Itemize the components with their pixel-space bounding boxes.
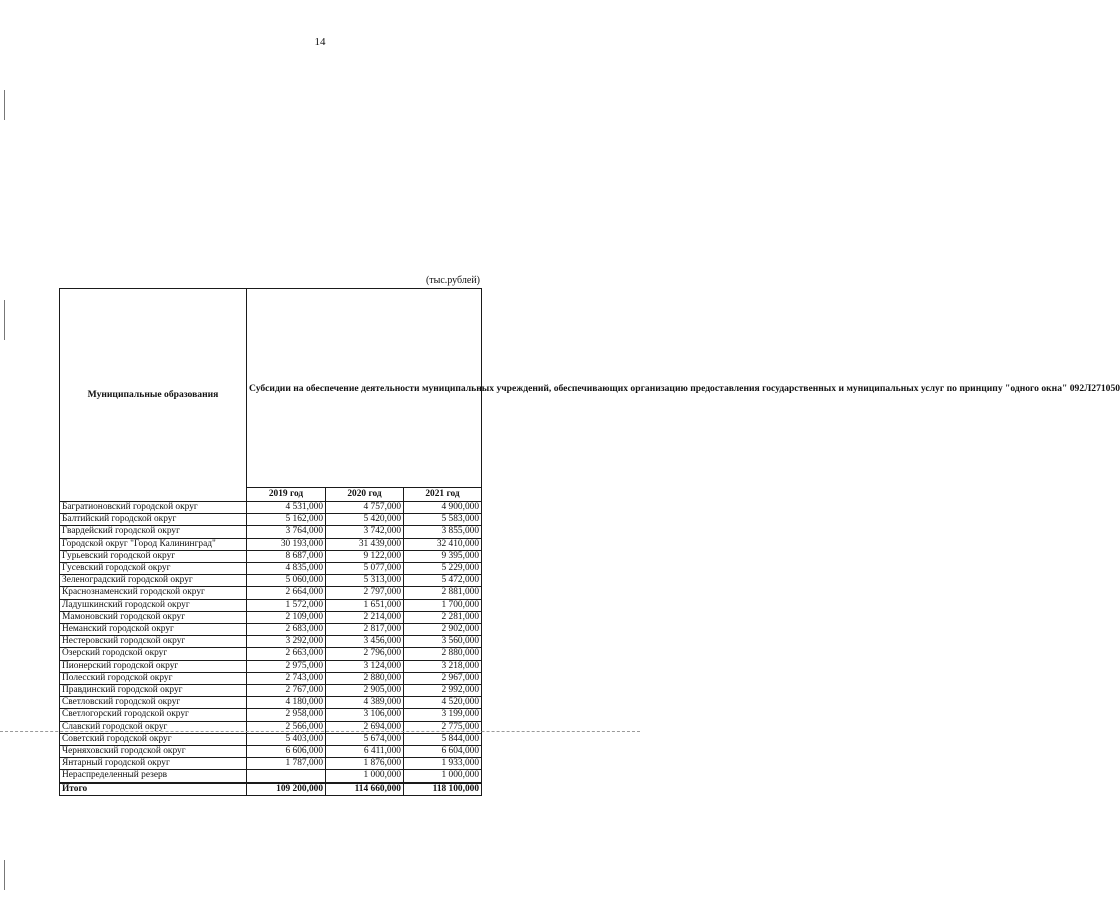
- municipality-name: Гвардейский городской округ: [60, 526, 247, 538]
- municipality-name: Полесский городской округ: [60, 672, 247, 684]
- value-2021: 2 281,000: [404, 611, 482, 623]
- value-2020: 1 651,000: [326, 599, 404, 611]
- value-2020: 3 742,000: [326, 526, 404, 538]
- table-row: [60, 758, 482, 770]
- value-2020: 1 876,000: [326, 758, 404, 770]
- value-2021: 3 560,000: [404, 636, 482, 648]
- value-2019: 5 162,000: [247, 514, 326, 526]
- value-2019: 1 787,000: [247, 758, 326, 770]
- municipality-name: Янтарный городской округ: [60, 758, 247, 770]
- value-2021: 4 900,000: [404, 502, 482, 514]
- table-row: [60, 648, 482, 660]
- municipality-name: Мамоновский городской округ: [60, 611, 247, 623]
- value-2021: 1 000,000: [404, 770, 482, 783]
- value-2021: 3 199,000: [404, 709, 482, 721]
- table-row: [60, 746, 482, 758]
- municipality-name: Черняховский городской округ: [60, 746, 247, 758]
- value-2021: 5 472,000: [404, 575, 482, 587]
- value-2020: 2 817,000: [326, 624, 404, 636]
- value-2020: 5 674,000: [326, 733, 404, 745]
- value-2019: 1 572,000: [247, 599, 326, 611]
- value-2019: 6 606,000: [247, 746, 326, 758]
- value-2019: 4 531,000: [247, 502, 326, 514]
- table-row: [60, 733, 482, 745]
- municipality-name: Светловский городской округ: [60, 697, 247, 709]
- municipality-name: Неманский городской округ: [60, 624, 247, 636]
- value-2021: 9 395,000: [404, 550, 482, 562]
- value-2021: 2 902,000: [404, 624, 482, 636]
- value-2020: 5 420,000: [326, 514, 404, 526]
- municipality-name: Пионерский городской округ: [60, 660, 247, 672]
- table-row: [60, 587, 482, 599]
- value-2019: 2 663,000: [247, 648, 326, 660]
- scan-divider-line: [0, 731, 640, 732]
- subsidies-table: [59, 288, 1120, 796]
- value-2020: 31 439,000: [326, 538, 404, 550]
- municipality-name: Краснознаменский городской округ: [60, 587, 247, 599]
- margin-mark: [4, 90, 5, 120]
- value-2021: 1 700,000: [404, 599, 482, 611]
- value-2020: 3 106,000: [326, 709, 404, 721]
- value-2019: 2 975,000: [247, 660, 326, 672]
- municipality-column-header: Муниципальные образования: [60, 289, 247, 502]
- table-row: [60, 526, 482, 538]
- value-2019: 30 193,000: [247, 538, 326, 550]
- value-2020: 2 796,000: [326, 648, 404, 660]
- table-row: [60, 611, 482, 623]
- table-row: [60, 563, 482, 575]
- table-row: [60, 770, 482, 783]
- table-row: [60, 660, 482, 672]
- table-row: [60, 575, 482, 587]
- table-header-row: [60, 289, 482, 488]
- municipality-name: Балтийский городской округ: [60, 514, 247, 526]
- municipality-name: Озерский городской округ: [60, 648, 247, 660]
- value-2019: 8 687,000: [247, 550, 326, 562]
- units-label: (тыс.рублей): [425, 275, 480, 286]
- value-2019: 5 060,000: [247, 575, 326, 587]
- value-2021: 32 410,000: [404, 538, 482, 550]
- value-2019: 2 566,000: [247, 721, 326, 733]
- value-2020: 2 797,000: [326, 587, 404, 599]
- table-row: [60, 538, 482, 550]
- value-2020: 2 694,000: [326, 721, 404, 733]
- value-2019: 4 180,000: [247, 697, 326, 709]
- value-2020: 2 214,000: [326, 611, 404, 623]
- value-2019: 2 958,000: [247, 709, 326, 721]
- value-2020: 9 122,000: [326, 550, 404, 562]
- municipality-name: Багратионовский городской округ: [60, 502, 247, 514]
- value-2021: 2 880,000: [404, 648, 482, 660]
- table-row: [60, 636, 482, 648]
- value-2020: 5 313,000: [326, 575, 404, 587]
- municipality-name: Советский городской округ: [60, 733, 247, 745]
- table-row: [60, 709, 482, 721]
- year-header-2020: 2020 год: [326, 488, 404, 502]
- value-2019: 4 835,000: [247, 563, 326, 575]
- year-header-2019: 2019 год: [247, 488, 326, 502]
- table-row: [60, 502, 482, 514]
- page-number: 14: [314, 36, 326, 48]
- table-row: [60, 685, 482, 697]
- municipality-name: Славский городской округ: [60, 721, 247, 733]
- value-2021: 4 520,000: [404, 697, 482, 709]
- value-2021: 6 604,000: [404, 746, 482, 758]
- value-2019: 2 767,000: [247, 685, 326, 697]
- value-2019: 2 109,000: [247, 611, 326, 623]
- municipality-name: Правдинский городской округ: [60, 685, 247, 697]
- value-2021: 3 218,000: [404, 660, 482, 672]
- total-2020: 114 660,000: [326, 783, 404, 796]
- value-2019: 2 743,000: [247, 672, 326, 684]
- municipality-name: Нестеровский городской округ: [60, 636, 247, 648]
- value-2019: 2 683,000: [247, 624, 326, 636]
- table-row: [60, 514, 482, 526]
- municipality-name: Зеленоградский городской округ: [60, 575, 247, 587]
- value-2020: 3 124,000: [326, 660, 404, 672]
- value-2021: 5 844,000: [404, 733, 482, 745]
- value-2021: 2 967,000: [404, 672, 482, 684]
- value-2020: 4 389,000: [326, 697, 404, 709]
- subsidy-column-header: Субсидии на обеспечение деятельности муниципальных учреждений, обеспечивающих организацию предоставления государственных и муниципальных услуг по принципу "одного окна" 092Л271050: [247, 289, 482, 488]
- value-2021: 2 881,000: [404, 587, 482, 599]
- municipality-name: Гусевский городской округ: [60, 563, 247, 575]
- value-2021: 3 855,000: [404, 526, 482, 538]
- year-header-2021: 2021 год: [404, 488, 482, 502]
- table-row: [60, 599, 482, 611]
- total-label: Итого: [60, 783, 247, 796]
- value-2020: 2 880,000: [326, 672, 404, 684]
- municipality-name: Светлогорский городской округ: [60, 709, 247, 721]
- municipality-name: Городской округ "Город Калининград": [60, 538, 247, 550]
- value-2020: 5 077,000: [326, 563, 404, 575]
- total-2021: 118 100,000: [404, 783, 482, 796]
- value-2021: 5 229,000: [404, 563, 482, 575]
- value-2020: 4 757,000: [326, 502, 404, 514]
- value-2020: 2 905,000: [326, 685, 404, 697]
- margin-mark: [4, 300, 5, 340]
- table-row: [60, 550, 482, 562]
- table-row: [60, 624, 482, 636]
- margin-mark: [4, 860, 5, 890]
- value-2019: 2 664,000: [247, 587, 326, 599]
- value-2019: 3 292,000: [247, 636, 326, 648]
- value-2019: 3 764,000: [247, 526, 326, 538]
- total-2019: 109 200,000: [247, 783, 326, 796]
- value-2021: 5 583,000: [404, 514, 482, 526]
- value-2019: [247, 770, 326, 783]
- table-body: [60, 502, 482, 783]
- total-row: [60, 783, 482, 796]
- table-row: [60, 672, 482, 684]
- value-2019: 5 403,000: [247, 733, 326, 745]
- municipality-name: Нераспределенный резерв: [60, 770, 247, 783]
- value-2020: 3 456,000: [326, 636, 404, 648]
- table-row: [60, 697, 482, 709]
- value-2021: 1 933,000: [404, 758, 482, 770]
- value-2021: 2 992,000: [404, 685, 482, 697]
- value-2020: 6 411,000: [326, 746, 404, 758]
- municipality-name: Ладушкинский городской округ: [60, 599, 247, 611]
- value-2021: 2 775,000: [404, 721, 482, 733]
- value-2020: 1 000,000: [326, 770, 404, 783]
- municipality-name: Гурьевский городской округ: [60, 550, 247, 562]
